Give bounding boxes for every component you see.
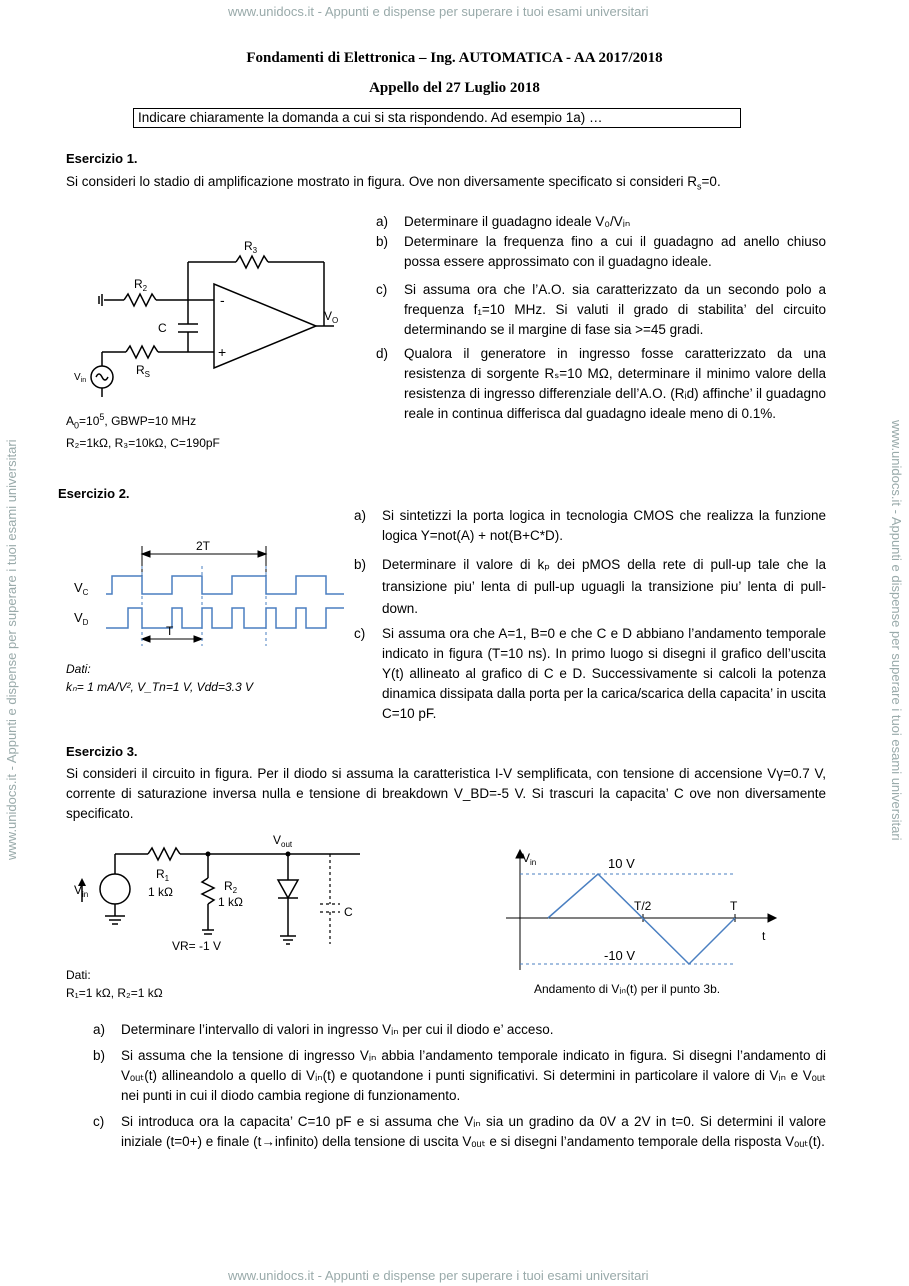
vin-label: $V_{in}$ [74,372,87,384]
ex3-data-line: R₁=1 kΩ, R₂=1 kΩ [66,986,163,1000]
graph-taxis-label: t [762,929,766,943]
rs-label: $R_S$ [136,363,151,379]
r2-value: 1 kΩ [218,895,243,909]
ex2-data [66,660,326,696]
vc-label: $V_C$ [74,580,89,597]
ex3-intro: Si consideri il circuito in figura. Per il diodo si assuma la caratteristica I-V semplificata, con tensione di accensione Vγ=0.7 V, corrente di saturazione inversa nulla e tensione di breakdown V_BD=-5 V. Si trascuri la capacita’ C ove non diversamente specificato. [66,766,826,821]
ex1-title: Esercizio 1. [66,151,138,166]
r1-value: 1 kΩ [148,885,173,899]
r2-label: $R_2$ [134,277,148,293]
ex1-question-a: a) Determinare il guadagno ideale V₀/Vᵢₙ [376,214,631,229]
ex3-question-a: a) Determinare l’intervallo di valori in ingresso Vᵢₙ per cui il diodo e’ acceso. [93,1022,554,1037]
graph-minus10v-label: -10 V [604,948,636,963]
two-t-label: 2T [196,539,211,553]
ex3-data-label: Dati: [66,968,91,982]
vr-label: VR= -1 V [172,939,222,953]
watermark-side-left: www.unidocs.it - Appunti e dispense per superare i tuoi esami universitari [4,439,19,860]
ex1-question-d: d) Qualora il generatore in ingresso fosse caratterizzato da una resistenza di sorgente Rₛ=10 MΩ, determinare il minimo valore della resistenza di ingresso differenziale dell’A.O. (Rᵢd) affinche’ il guadagno reale in continua differisca dal guadagno ideale meno di 0.1%. [376,346,826,421]
instruction-box: Indicare chiaramente la domanda a cui si sta rispondendo. Ad esempio 1a) … [133,108,741,128]
page-subtitle: Appello del 27 Luglio 2018 [369,80,540,96]
ex2-data-line: kₙ= 1 mA/V², V_Tn=1 V, Vdd=3.3 V [66,680,253,694]
watermark-top: www.unidocs.it - Appunti e dispense per superare i tuoi esami universitari [228,4,649,19]
r3-label: $R_3$ [244,239,258,255]
ex3-circuit-diagram [60,826,370,961]
r1-label: $R_1$ [156,867,170,883]
ex2-data-label: Dati: [66,662,91,676]
ex3-title: Esercizio 3. [66,744,138,759]
ex2-timing-diagram [66,536,346,656]
plus-sign: + [218,344,227,360]
ex1-question-c: c) Si assuma ora che l’A.O. sia caratterizzato da un secondo polo a frequenza f₁=10 MHz. Si valuti il grado di stabilita’ del circuito determinando se il margine di fase sia >=45 gradi. [376,282,826,337]
ex3-question-b: b) Si assuma che la tensione di ingresso Vᵢₙ abbia l’andamento temporale indicato in figura. Si disegni l’andamento di Vₒᵤₜ(t) allineandolo a quello di Vᵢₙ(t) e quotandone i punti significativi. Si determini in particolare il valore di Vᵢₙ e Vₒᵤₜ nei punti in cui il diodo cambia regione di funzionamento. [93,1048,826,1103]
vout-label: $V_{out}$ [273,833,293,849]
minus-sign: - [220,292,225,308]
vo-label: $V_O$ [324,309,339,325]
ex2-question-c: c) Si assuma ora che A=1, B=0 e che C e D abbiano l’andamento temporale indicato in figura (T=10 ns). In primo luogo si disegni il grafico dell’uscita Y(t) allineato al grafico di C e D. Successivamente si calcoli la potenza dinamica dissipata dalla porta per la carica/scarica della capacita’ in uscita C=10 pF. [354,626,826,721]
ex2-title: Esercizio 2. [58,486,130,501]
graph-10v-label: 10 V [608,856,635,871]
ex1-data [66,408,326,452]
ex1-circuit-diagram [66,232,366,402]
ex3-graph-caption: Andamento di Vᵢₙ(t) per il punto 3b. [534,982,721,996]
watermark-bottom: www.unidocs.it - Appunti e dispense per superare i tuoi esami universitari [228,1268,649,1283]
ex1-data-line2: R₂=1kΩ, R₃=10kΩ, C=190pF [66,436,220,451]
c-label: C [344,905,353,919]
ex3-data [66,966,326,1002]
graph-t-label: T [730,899,738,913]
graph-vin-label: $V_{in}$ [522,851,537,867]
page-title: Fondamenti di Elettronica – Ing. AUTOMATICA - AA 2017/2018 [246,50,663,66]
ex3-question-c: c) Si introduca ora la capacita’ C=10 pF e si assuma che Vᵢₙ sia un gradino da 0V a 2V in t=0. Si determini il valore iniziale (t=0+) e finale (t→infinito) della tensione di uscita Vₒᵤₜ e si disegni l’andamento temporale della risposta Vₒᵤₜ(t). [93,1114,826,1149]
ex1-question-b: b) Determinare la frequenza fino a cui il guadagno ad anello chiuso possa essere approssimato con il guadagno ideale. [376,234,826,269]
r2-label: $R_2$ [224,879,238,895]
t-label: T [166,624,174,638]
ex3-vin-graph [500,842,790,974]
ex2-question-a: a) Si sintetizzi la porta logica in tecnologia CMOS che realizza la funzione logica Y=not(A) + not(B+C*D). [354,508,826,543]
c-label: C [158,321,167,335]
vin-label: $V_{in}$ [74,883,89,899]
graph-t2-label: T/2 [634,899,652,913]
watermark-side-right: www.unidocs.it - Appunti e dispense per superare i tuoi esami universitari [889,420,904,841]
ex1-intro: Si consideri lo stadio di amplificazione mostrato in figura. Ove non diversamente specificato si consideri $R_s=0$. [66,174,721,192]
vd-label: $V_D$ [74,610,89,627]
ex1-data-line1: $A_0=10^5$, GBWP=10 MHz [66,412,197,431]
ex2-question-b: b) Determinare il valore di kₚ dei pMOS della rete di pull-up tale che la transizione piu’ lenta di pull-up uguagli la transizione piu’ lenta di pull-down. [354,557,826,616]
